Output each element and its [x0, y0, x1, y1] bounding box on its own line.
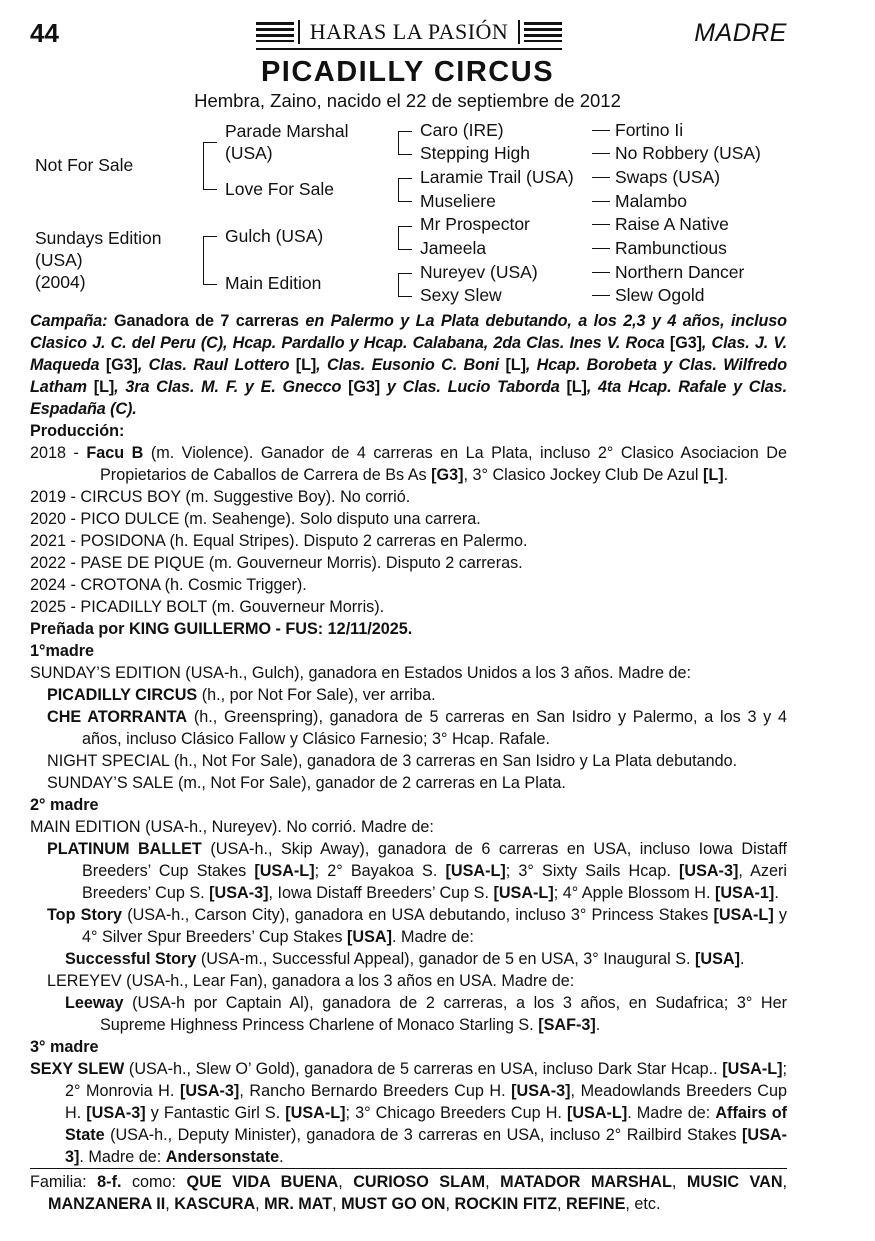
grand-offspring: Leeway (USA-h por Captain Al), ganadora de 2 carreras, a los 3 años, en Sudafrica; 3° Her Supreme Highness Princess Charlene of Monaco Starling S. [SAF-3]. — [65, 994, 787, 1034]
g4-5: Raise A Native — [615, 214, 729, 234]
logo-bars-right — [524, 22, 562, 42]
offspring: NIGHT SPECIAL (h., Not For Sale), ganadora de 3 carreras en San Isidro y La Plata debutando. — [47, 752, 738, 770]
family-line: Familia: 8-f. como: QUE VIDA BUENA, CURIOSO SLAM, MATADOR MARSHAL, MUSIC VAN, MANZANERA II, KASCURA, MR. MAT, MUST GO ON, ROCKIN FITZ, REFINE, etc. — [30, 1168, 787, 1215]
third-dam-label: 3° madre — [30, 1038, 99, 1056]
sire-sire-1: Parade Marshal — [225, 121, 349, 141]
g3-7: Nureyev (USA) — [420, 262, 538, 282]
production-row: 2019 - CIRCUS BOY (m. Suggestive Boy). No corrió. — [30, 488, 411, 506]
pregnancy-note: Preñada por KING GUILLERMO - FUS: 12/11/2025. — [30, 620, 413, 638]
page-number: 44 — [30, 18, 59, 48]
campaign: Campaña: Ganadora de 7 carreras en Palermo y La Plata debutando, a los 2,3 y 4 años, incluso Clasico J. C. del Peru (C), Hcap. Pardallo y Hcap. Calabana, 2da Clas. Ines V. Roca [G3], Clas. J. V. Maqueda [G3], Clas. Raul Lottero [L], Clas. Eusonio C. Boni [L], Hcap. Borobeta y Clas. Wilfredo Latham [L], 3ra Clas. M. F. y E. Gnecco [G3] y Clas. Lucio Taborda [L], 4ta Hcap. Rafale y Clas. Espadaña (C). — [30, 312, 788, 418]
g4-7: Northern Dancer — [615, 262, 745, 282]
g4-6: Rambunctious — [615, 238, 727, 258]
first-dam-label: 1°madre — [30, 642, 95, 660]
logo-bars-left — [256, 22, 294, 42]
first-dam-intro: SUNDAY’S EDITION (USA-h., Gulch), ganadora en Estados Unidos a los 3 años. Madre de: — [30, 664, 691, 682]
second-dam-intro: MAIN EDITION (USA-h., Nureyev). No corrió. Madre de: — [30, 818, 434, 836]
catalog-body — [30, 310, 787, 1215]
production-row: 2018 - Facu B (m. Violence). Ganador de 4 carreras en La Plata, incluso 2° Clasico Asociacion De Propietarios de Caballos de Carrera de Bs As [G3], 3° Clasico Jockey Club De Azul [L]. — [30, 444, 787, 484]
brand-logo — [256, 18, 562, 50]
brand-name: HARAS LA PASIÓN — [309, 19, 509, 44]
section-label: MADRE — [694, 19, 787, 47]
second-dam-label: 2° madre — [30, 796, 99, 814]
g3-6: Jameela — [420, 238, 487, 258]
production-row: 2020 - PICO DULCE (m. Seahenge). Solo disputo una carrera. — [30, 510, 481, 528]
grand-offspring: Successful Story (USA-m., Successful Appeal), ganador de 5 en USA, 3° Inaugural S. [USA]. — [65, 950, 745, 968]
production-row: 2025 - PICADILLY BOLT (m. Gouverneur Morris). — [30, 598, 385, 616]
sire-sire-2: (USA) — [225, 143, 273, 163]
sire-dam: Love For Sale — [225, 179, 334, 199]
horse-description: Hembra, Zaino, nacido el 22 de septiembre de 2012 — [194, 90, 621, 111]
offspring: PICADILLY CIRCUS (h., por Not For Sale), ver arriba. — [47, 686, 436, 704]
g3-4: Museliere — [420, 191, 496, 211]
g3-3: Laramie Trail (USA) — [420, 167, 574, 187]
dam-sire: Gulch (USA) — [225, 226, 324, 246]
g3-2: Stepping High — [420, 143, 530, 163]
dam-line-3: (2004) — [35, 272, 86, 292]
production-row: 2021 - POSIDONA (h. Equal Stripes). Disputo 2 carreras en Palermo. — [30, 532, 528, 550]
g4-4: Malambo — [615, 191, 687, 211]
g3-8: Sexy Slew — [420, 285, 502, 305]
production-row: 2024 - CROTONA (h. Cosmic Trigger). — [30, 576, 307, 594]
offspring: Top Story (USA-h., Carson City), ganadora en USA debutando, incluso 3° Princess Stakes [USA-L] y 4° Silver Spur Breeders’ Cup Stakes [USA]. Madre de: — [47, 906, 787, 946]
offspring: CHE ATORRANTA (h., Greenspring), ganadora de 5 carreras en San Isidro y Palermo, a los 3 y 4 años, incluso Clásico Fallow y Clásico Farnesio; 3° Hcap. Rafale. — [47, 708, 787, 748]
dam-line-2: (USA) — [35, 250, 83, 270]
g3-1: Caro (IRE) — [420, 120, 504, 140]
production-label: Producción: — [30, 422, 125, 440]
third-dam-entry: SEXY SLEW (USA-h., Slew O’ Gold), ganadora de 5 carreras en USA, incluso Dark Star Hcap.. [USA-L]; 2° Monrovia H. [USA-3], Rancho Bernardo Breeders Cup H. [USA-3], Meadowlands Breeders Cup H. [USA-3] y Fantastic Girl S. [USA-L]; 3° Chicago Breeders Cup H. [USA-L]. Madre de: Affairs of State (USA-h., Deputy Minister), ganadora de 3 carreras en USA, incluso 2° Railbird Stakes [USA-3]. Madre de: Andersonstate. — [30, 1060, 787, 1166]
dam-line-1: Sundays Edition — [35, 228, 162, 248]
g4-8: Slew Ogold — [615, 285, 705, 305]
sire: Not For Sale — [35, 155, 134, 175]
campaign-headline: Ganadora de 7 carreras — [113, 312, 299, 330]
g4-2: No Robbery (USA) — [615, 143, 761, 163]
horse-name: PICADILLY CIRCUS — [260, 56, 555, 88]
g4-1: Fortino Ii — [615, 120, 684, 140]
offspring: SUNDAY’S SALE (m., Not For Sale), ganador de 2 carreras en La Plata. — [47, 774, 566, 792]
dam-dam: Main Edition — [225, 273, 322, 293]
g3-5: Mr Prospector — [420, 214, 530, 234]
offspring: PLATINUM BALLET (USA-h., Skip Away), ganadora de 6 carreras en USA, incluso Iowa Distaff Breeders’ Cup Stakes [USA-L]; 2° Bayakoa S. [USA-L]; 3° Sixty Sails Hcap. [USA-3], Azeri Breeders’ Cup S. [USA-3], Iowa Distaff Breeders’ Cup S. [USA-L]; 4° Apple Blossom H. [USA-1]. — [47, 840, 788, 902]
production-row: 2022 - PASE DE PIQUE (m. Gouverneur Morris). Disputo 2 carreras. — [30, 554, 523, 572]
offspring: LEREYEV (USA-h., Lear Fan), ganadora a los 3 años en USA. Madre de: — [47, 972, 575, 990]
g4-3: Swaps (USA) — [615, 167, 721, 187]
